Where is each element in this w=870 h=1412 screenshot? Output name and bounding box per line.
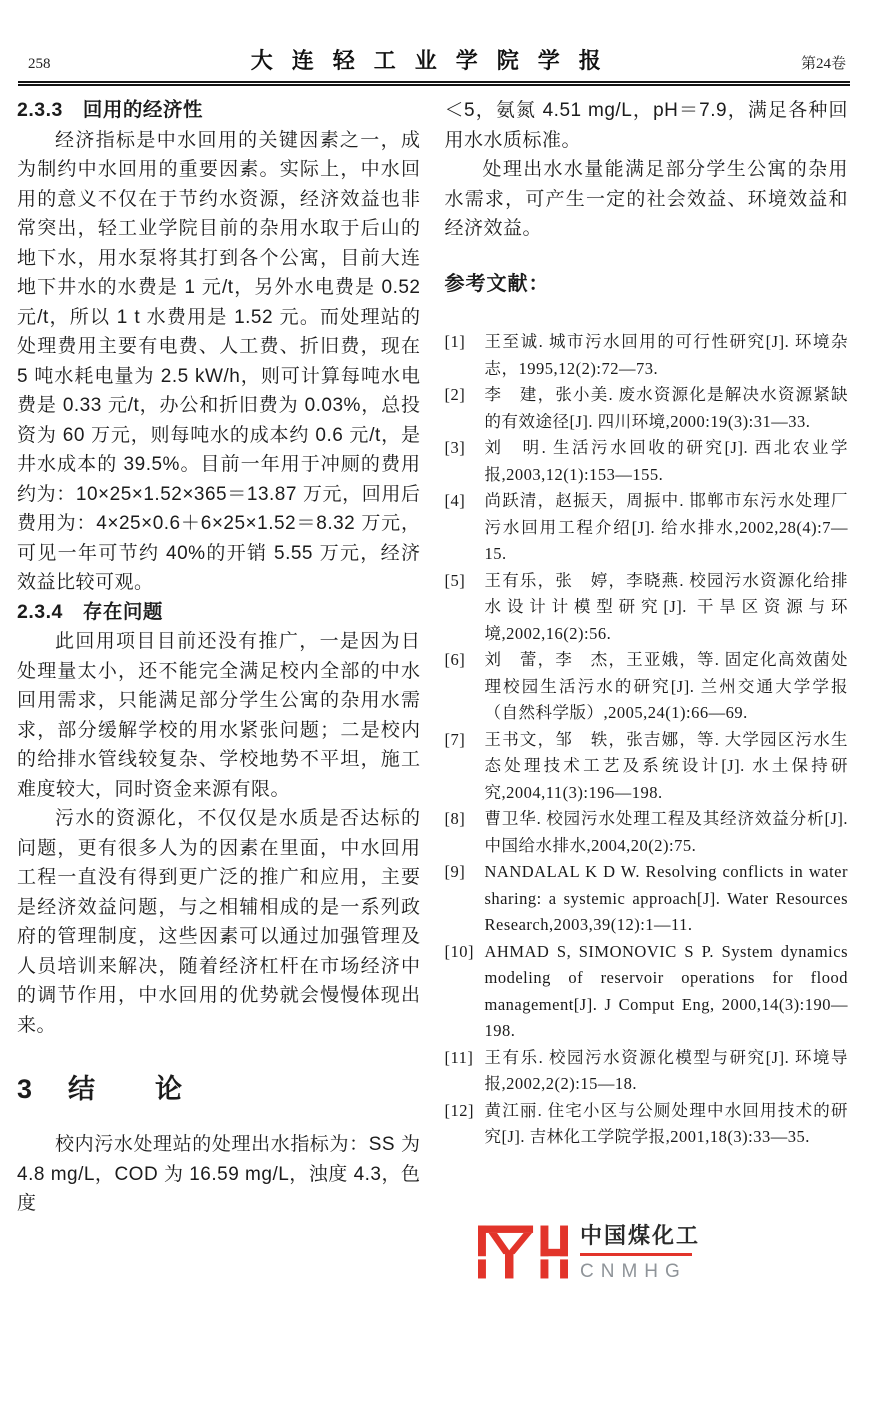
reference-item bbox=[445, 1098, 849, 1151]
reference-label: [4] bbox=[444, 491, 466, 510]
left-column bbox=[17, 96, 421, 1219]
reference-label: [8] bbox=[444, 809, 466, 828]
reference-item bbox=[445, 647, 849, 727]
reference-label: [1] bbox=[444, 332, 466, 351]
references-heading: 参考文献： bbox=[444, 272, 550, 295]
logo-underline bbox=[580, 1253, 692, 1256]
section-2-3-3-paragraph: 经济指标是中水回用的关键因素之一，成为制约中水回用的重要因素。实际上，中水回用的意义不仅在于节约水资源，经济效益也非常突出，轻工业学院目前的杂用水取于后山的地下水，用水泵将其打到各个公寓，目前大连地下井水的水费是 1 元/t，另外水电费是 0.52 元/t，所以 1 t 水费用是 1.52 元。而处理站的处理费用主要有电费、人工费、折旧费，现在 5 吨水耗电量为 2.5 kW/h，则可计算每吨水电费是 0.33 元/t，办公和折旧费为 0.03%，总投资为 60 万元，则每吨水的成本约 0.6 元/t，是井水成本的 39.5%。目前一年用于冲厕的费用约为：10×25×1.52×365＝13.87 万元，回用后费用为：4×25×0.6＋6×25×1.52＝8.32 万元，可见一年可节约 40%的开销 5.55 万元，经济效益比较可观。 bbox=[17, 129, 421, 593]
reference-item bbox=[445, 859, 849, 939]
reference-label: [5] bbox=[444, 570, 466, 590]
logo-english-abbr: CNMHG bbox=[580, 1261, 687, 1282]
section-3-heading bbox=[17, 1072, 421, 1106]
conclusion-paragraph-2: 处理出水水量能满足部分学生公寓的杂用水需求，可产生一定的社会效益、环境效益和经济效益。 bbox=[444, 159, 848, 239]
reference-item bbox=[445, 382, 849, 435]
logo-chinese-name: 中国煤化工 bbox=[580, 1223, 701, 1248]
reference-item bbox=[445, 939, 849, 1045]
coal-chem-logo-icon bbox=[478, 1220, 568, 1284]
reference-text: 王至诚. 城市污水回用的可行性研究[J]. 环境杂志，1995,12(2):72—73. bbox=[484, 332, 848, 378]
reference-label: [2] bbox=[444, 385, 466, 404]
section-3-title: 结 论 bbox=[68, 1074, 185, 1104]
reference-item bbox=[445, 727, 849, 807]
reference-text: NANDALAL K D W. Resolving conflicts in water sharing: a systemic approach[J]. Water Resources Research,2003,39(12):1—11. bbox=[484, 862, 848, 934]
section-2-3-4-paragraph-2: 污水的资源化，不仅仅是水质是否达标的问题，更有很多人为的因素在里面，中水回用工程一直没有得到更广泛的推广和应用，主要是经济效益问题，与之相辅相成的是一系列政府的管理制度，这些因素可以通过加强管理及人员培训来解决，随着经济杠杆在市场经济中的调节作用，中水回用的优势就会慢慢体现出来。 bbox=[17, 808, 421, 1036]
reference-text: AHMAD S, SIMONOVIC S P. System dynamics modeling of reservoir operations for flood management[J]. J Comput Eng, 2000,14(3):190—198. bbox=[484, 941, 848, 1040]
page-header bbox=[0, 0, 870, 75]
volume-number: 第24卷 bbox=[800, 56, 846, 72]
reference-label: [3] bbox=[444, 438, 466, 457]
section-3-paragraph: 校内污水处理站的处理出水指标为：SS 为 4.8 mg/L，COD 为 16.59 mg/L，浊度 4.3，色度 bbox=[17, 1134, 421, 1214]
reference-label: [12] bbox=[444, 1100, 474, 1120]
reference-label: [9] bbox=[444, 862, 466, 881]
watermark-logo bbox=[478, 1220, 700, 1284]
reference-text: 尚跃清，赵振天，周振中. 邯郸市东污水处理厂污水回用工程介绍[J]. 给水排水,2002,28(4):7—15. bbox=[484, 491, 848, 563]
reference-item bbox=[445, 806, 849, 859]
reference-list bbox=[445, 329, 849, 1151]
logo-text-block bbox=[580, 1220, 700, 1283]
reference-text: 曹卫华. 校园污水处理工程及其经济效益分析[J]. 中国给水排水,2004,20(2):75. bbox=[484, 809, 848, 855]
page-number: 258 bbox=[28, 56, 51, 72]
reference-text: 王书文，邹 轶，张吉娜，等. 大学园区污水生态处理技术工艺及系统设计[J]. 水土保持研究,2004,11(3):196—198. bbox=[484, 729, 848, 802]
reference-item bbox=[445, 329, 849, 382]
reference-text: 黄江丽. 住宅小区与公厕处理中水回用技术的研究[J]. 吉林化工学院学报,2001,18(3):33—35. bbox=[484, 1100, 848, 1146]
section-2-3-4-heading: 2.3.4 存在问题 bbox=[17, 600, 163, 623]
right-column bbox=[445, 96, 849, 1219]
reference-label: [11] bbox=[444, 1047, 474, 1067]
reference-item bbox=[445, 1045, 849, 1098]
reference-text: 李 建，张小美. 废水资源化是解决水资源紧缺的有效途径[J]. 四川环境,2000:19(3):31—33. bbox=[484, 385, 848, 431]
section-2-3-3-heading: 2.3.3 回用的经济性 bbox=[17, 99, 203, 121]
section-3-number: 3 bbox=[17, 1074, 35, 1104]
journal-title: 大连轻工业学院学报 bbox=[250, 48, 620, 73]
reference-label: [10] bbox=[444, 941, 474, 961]
section-2-3-4-paragraph-1: 此回用项目目前还没有推广，一是因为日处理量太小，还不能完全满足校内全部的中水回用需求，只能满足部分学生公寓的杂用水需求，部分缓解学校的用水紧张问题；二是校内的给排水管线较复杂、学校地势不平坦，施工难度较大，同时资金来源有限。 bbox=[17, 631, 421, 800]
reference-item bbox=[445, 435, 849, 488]
reference-item bbox=[445, 488, 849, 568]
reference-text: 刘 明. 生活污水回收的研究[J]. 西北农业学报,2003,12(1):153—155. bbox=[484, 438, 848, 484]
reference-label: [6] bbox=[444, 650, 466, 669]
reference-label: [7] bbox=[444, 729, 466, 749]
reference-text: 刘 蕾，李 杰，王亚娥，等. 固定化高效菌处理校园生活污水的研究[J]. 兰州交通大学学报（自然科学版）,2005,24(1):66—69. bbox=[484, 650, 848, 722]
reference-item bbox=[445, 568, 849, 648]
text-columns bbox=[0, 86, 870, 1219]
reference-text: 王有乐. 校园污水资源化模型与研究[J]. 环境导报,2002,2(2):15—18. bbox=[484, 1047, 848, 1093]
continued-paragraph: ＜5，氨氮 4.51 mg/L，pH＝7.9，满足各种回用水水质标准。 bbox=[444, 100, 848, 151]
reference-text: 王有乐，张 婷，李晓燕. 校园污水资源化给排水设计计模型研究[J]. 干旱区资源与环境,2002,16(2):56. bbox=[484, 570, 848, 643]
